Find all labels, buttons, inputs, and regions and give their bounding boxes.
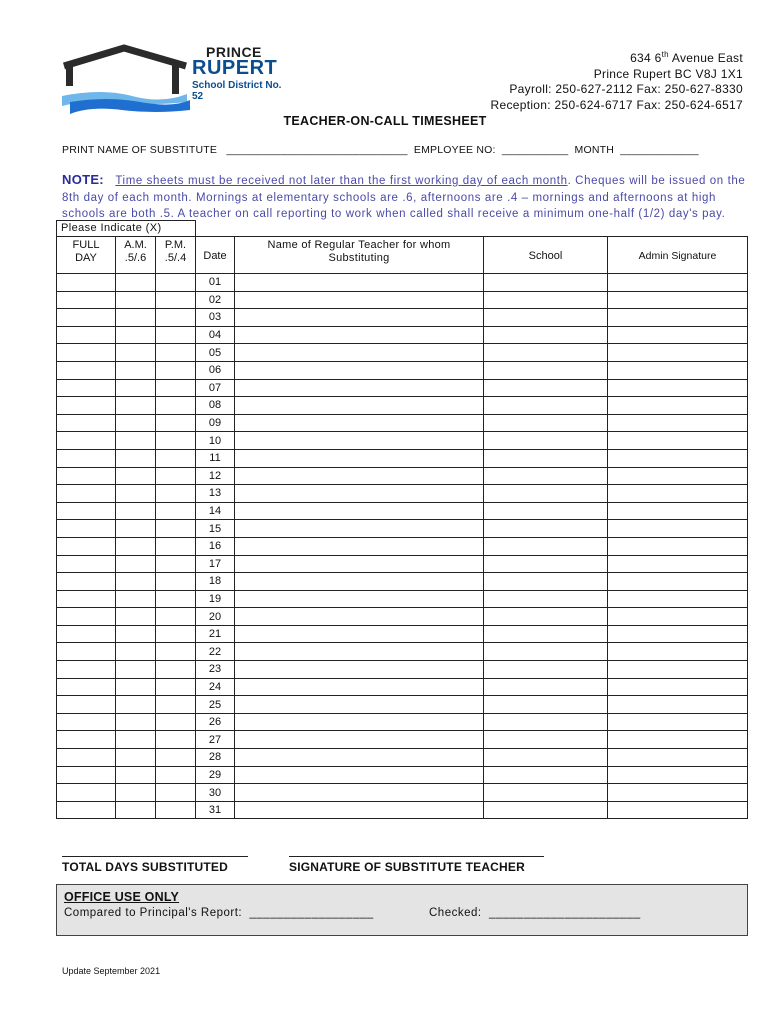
teacher-cell[interactable] bbox=[235, 449, 484, 467]
table-row bbox=[57, 766, 748, 784]
total-days-label: TOTAL DAYS SUBSTITUTED bbox=[62, 860, 228, 874]
pm-cell[interactable] bbox=[156, 397, 196, 415]
pm-cell[interactable] bbox=[156, 784, 196, 802]
school-cell[interactable] bbox=[484, 326, 608, 344]
teacher-cell[interactable] bbox=[235, 361, 484, 379]
school-cell[interactable] bbox=[484, 397, 608, 415]
note-paragraph bbox=[62, 172, 748, 223]
table-row bbox=[57, 467, 748, 485]
table-row bbox=[57, 661, 748, 679]
table-row bbox=[57, 731, 748, 749]
admin-signature-cell[interactable] bbox=[608, 397, 748, 415]
date-cell: 13 bbox=[196, 485, 235, 503]
teacher-cell[interactable] bbox=[235, 485, 484, 503]
school-cell[interactable] bbox=[484, 555, 608, 573]
am-cell[interactable] bbox=[116, 414, 156, 432]
teacher-cell[interactable] bbox=[235, 537, 484, 555]
full-day-cell[interactable] bbox=[57, 678, 116, 696]
school-cell[interactable] bbox=[484, 784, 608, 802]
admin-signature-cell[interactable] bbox=[608, 766, 748, 784]
teacher-cell[interactable] bbox=[235, 467, 484, 485]
pm-cell[interactable] bbox=[156, 502, 196, 520]
am-cell[interactable] bbox=[116, 590, 156, 608]
teacher-cell[interactable] bbox=[235, 713, 484, 731]
admin-signature-cell[interactable] bbox=[608, 573, 748, 591]
teacher-cell[interactable] bbox=[235, 397, 484, 415]
full-day-cell[interactable] bbox=[57, 379, 116, 397]
school-cell[interactable] bbox=[484, 449, 608, 467]
school-cell[interactable] bbox=[484, 467, 608, 485]
school-cell[interactable] bbox=[484, 432, 608, 450]
table-row bbox=[57, 449, 748, 467]
signature-label: SIGNATURE OF SUBSTITUTE TEACHER bbox=[289, 860, 525, 874]
header-full-day: FULL DAY bbox=[57, 237, 116, 274]
logo-prince: PRINCE bbox=[206, 44, 262, 60]
full-day-cell[interactable] bbox=[57, 485, 116, 503]
admin-signature-cell[interactable] bbox=[608, 449, 748, 467]
am-cell[interactable] bbox=[116, 344, 156, 362]
date-cell: 30 bbox=[196, 784, 235, 802]
table-row bbox=[57, 643, 748, 661]
admin-signature-cell[interactable] bbox=[608, 749, 748, 767]
timesheet-table bbox=[56, 236, 748, 819]
am-cell[interactable] bbox=[116, 467, 156, 485]
date-cell: 25 bbox=[196, 696, 235, 714]
pm-cell[interactable] bbox=[156, 414, 196, 432]
teacher-cell[interactable] bbox=[235, 555, 484, 573]
admin-signature-cell[interactable] bbox=[608, 291, 748, 309]
school-cell[interactable] bbox=[484, 274, 608, 292]
am-cell[interactable] bbox=[116, 766, 156, 784]
admin-signature-cell[interactable] bbox=[608, 485, 748, 503]
admin-signature-cell[interactable] bbox=[608, 502, 748, 520]
school-cell[interactable] bbox=[484, 485, 608, 503]
school-cell[interactable] bbox=[484, 414, 608, 432]
school-cell[interactable] bbox=[484, 309, 608, 327]
address-block bbox=[491, 47, 743, 113]
admin-signature-cell[interactable] bbox=[608, 731, 748, 749]
admin-signature-cell[interactable] bbox=[608, 713, 748, 731]
school-cell[interactable] bbox=[484, 661, 608, 679]
pm-cell[interactable] bbox=[156, 537, 196, 555]
full-day-cell[interactable] bbox=[57, 555, 116, 573]
school-cell[interactable] bbox=[484, 766, 608, 784]
office-use-title: OFFICE USE ONLY bbox=[64, 890, 180, 904]
table-row bbox=[57, 344, 748, 362]
teacher-cell[interactable] bbox=[235, 291, 484, 309]
date-cell: 15 bbox=[196, 520, 235, 538]
logo-house-icon bbox=[62, 44, 192, 114]
full-day-cell[interactable] bbox=[57, 291, 116, 309]
date-cell: 14 bbox=[196, 502, 235, 520]
am-cell[interactable] bbox=[116, 274, 156, 292]
full-day-cell[interactable] bbox=[57, 801, 116, 819]
admin-signature-cell[interactable] bbox=[608, 537, 748, 555]
school-cell[interactable] bbox=[484, 643, 608, 661]
pm-cell[interactable] bbox=[156, 309, 196, 327]
am-cell[interactable] bbox=[116, 309, 156, 327]
date-cell: 26 bbox=[196, 713, 235, 731]
date-cell: 01 bbox=[196, 274, 235, 292]
admin-signature-cell[interactable] bbox=[608, 696, 748, 714]
pm-cell[interactable] bbox=[156, 449, 196, 467]
pm-cell[interactable] bbox=[156, 678, 196, 696]
pm-cell[interactable] bbox=[156, 661, 196, 679]
full-day-cell[interactable] bbox=[57, 467, 116, 485]
teacher-cell[interactable] bbox=[235, 625, 484, 643]
date-cell: 29 bbox=[196, 766, 235, 784]
table-row bbox=[57, 784, 748, 802]
admin-signature-cell[interactable] bbox=[608, 414, 748, 432]
header-admin-signature: Admin Signature bbox=[608, 237, 748, 274]
teacher-cell[interactable] bbox=[235, 678, 484, 696]
table-row bbox=[57, 485, 748, 503]
checked-field[interactable]: Checked: ______________________ bbox=[429, 907, 641, 919]
am-cell[interactable] bbox=[116, 291, 156, 309]
school-cell[interactable] bbox=[484, 608, 608, 626]
pm-cell[interactable] bbox=[156, 326, 196, 344]
date-cell: 18 bbox=[196, 573, 235, 591]
teacher-cell[interactable] bbox=[235, 309, 484, 327]
full-day-cell[interactable] bbox=[57, 661, 116, 679]
full-day-cell[interactable] bbox=[57, 537, 116, 555]
table-row bbox=[57, 291, 748, 309]
full-day-cell[interactable] bbox=[57, 361, 116, 379]
full-day-cell[interactable] bbox=[57, 590, 116, 608]
teacher-cell[interactable] bbox=[235, 379, 484, 397]
pm-cell[interactable] bbox=[156, 555, 196, 573]
table-row bbox=[57, 537, 748, 555]
logo-rupert: RUPERT bbox=[192, 57, 278, 79]
pm-cell[interactable] bbox=[156, 520, 196, 538]
am-cell[interactable] bbox=[116, 731, 156, 749]
pm-cell[interactable] bbox=[156, 485, 196, 503]
table-row bbox=[57, 678, 748, 696]
school-cell[interactable] bbox=[484, 379, 608, 397]
pm-cell[interactable] bbox=[156, 573, 196, 591]
teacher-cell[interactable] bbox=[235, 520, 484, 538]
teacher-cell[interactable] bbox=[235, 590, 484, 608]
date-cell: 11 bbox=[196, 449, 235, 467]
school-cell[interactable] bbox=[484, 537, 608, 555]
pm-cell[interactable] bbox=[156, 731, 196, 749]
address-city: Prince Rupert BC V8J 1X1 bbox=[593, 66, 743, 81]
table-row bbox=[57, 397, 748, 415]
date-cell: 21 bbox=[196, 625, 235, 643]
teacher-cell[interactable] bbox=[235, 344, 484, 362]
am-cell[interactable] bbox=[116, 749, 156, 767]
admin-signature-cell[interactable] bbox=[608, 361, 748, 379]
admin-signature-cell[interactable] bbox=[608, 590, 748, 608]
teacher-cell[interactable] bbox=[235, 414, 484, 432]
admin-signature-cell[interactable] bbox=[608, 784, 748, 802]
am-cell[interactable] bbox=[116, 573, 156, 591]
admin-signature-cell[interactable] bbox=[608, 678, 748, 696]
full-day-cell[interactable] bbox=[57, 344, 116, 362]
teacher-cell[interactable] bbox=[235, 696, 484, 714]
full-day-cell[interactable] bbox=[57, 414, 116, 432]
table-row bbox=[57, 274, 748, 292]
date-cell: 20 bbox=[196, 608, 235, 626]
table-row bbox=[57, 432, 748, 450]
header-school: School bbox=[484, 237, 608, 274]
total-days-line[interactable] bbox=[62, 856, 248, 857]
admin-signature-cell[interactable] bbox=[608, 661, 748, 679]
table-row bbox=[57, 520, 748, 538]
header-am: A.M. .5/.6 bbox=[116, 237, 156, 274]
am-cell[interactable] bbox=[116, 397, 156, 415]
full-day-cell[interactable] bbox=[57, 731, 116, 749]
am-cell[interactable] bbox=[116, 520, 156, 538]
full-day-cell[interactable] bbox=[57, 502, 116, 520]
table-row bbox=[57, 361, 748, 379]
date-cell: 23 bbox=[196, 661, 235, 679]
am-cell[interactable] bbox=[116, 608, 156, 626]
pm-cell[interactable] bbox=[156, 801, 196, 819]
date-cell: 19 bbox=[196, 590, 235, 608]
full-day-cell[interactable] bbox=[57, 608, 116, 626]
pm-cell[interactable] bbox=[156, 361, 196, 379]
table-row bbox=[57, 379, 748, 397]
school-cell[interactable] bbox=[484, 502, 608, 520]
admin-signature-cell[interactable] bbox=[608, 432, 748, 450]
table-row bbox=[57, 309, 748, 327]
am-cell[interactable] bbox=[116, 379, 156, 397]
pm-cell[interactable] bbox=[156, 590, 196, 608]
am-cell[interactable] bbox=[116, 696, 156, 714]
full-day-cell[interactable] bbox=[57, 643, 116, 661]
table-row bbox=[57, 696, 748, 714]
teacher-cell[interactable] bbox=[235, 661, 484, 679]
date-cell: 27 bbox=[196, 731, 235, 749]
am-cell[interactable] bbox=[116, 485, 156, 503]
date-cell: 17 bbox=[196, 555, 235, 573]
full-day-cell[interactable] bbox=[57, 749, 116, 767]
full-day-cell[interactable] bbox=[57, 432, 116, 450]
full-day-cell[interactable] bbox=[57, 784, 116, 802]
address-reception: Reception: 250-624-6717 Fax: 250-624-6517 bbox=[490, 97, 743, 112]
date-cell: 10 bbox=[196, 432, 235, 450]
full-day-cell[interactable] bbox=[57, 696, 116, 714]
school-cell[interactable] bbox=[484, 520, 608, 538]
full-day-cell[interactable] bbox=[57, 397, 116, 415]
school-cell[interactable] bbox=[484, 291, 608, 309]
date-cell: 07 bbox=[196, 379, 235, 397]
page-title: TEACHER-ON-CALL TIMESHEET bbox=[283, 114, 487, 128]
school-cell[interactable] bbox=[484, 696, 608, 714]
table-row bbox=[57, 573, 748, 591]
pm-cell[interactable] bbox=[156, 696, 196, 714]
admin-signature-cell[interactable] bbox=[608, 309, 748, 327]
teacher-cell[interactable] bbox=[235, 502, 484, 520]
teacher-cell[interactable] bbox=[235, 731, 484, 749]
teacher-cell[interactable] bbox=[235, 643, 484, 661]
date-cell: 16 bbox=[196, 537, 235, 555]
compared-field[interactable]: Compared to Principal's Report: __________________ bbox=[64, 907, 374, 919]
am-cell[interactable] bbox=[116, 361, 156, 379]
school-cell[interactable] bbox=[484, 573, 608, 591]
please-indicate-label: Please Indicate (X) bbox=[56, 220, 196, 236]
table-row bbox=[57, 326, 748, 344]
pm-cell[interactable] bbox=[156, 766, 196, 784]
logo-district: School District No. 52 bbox=[192, 80, 282, 102]
teacher-cell[interactable] bbox=[235, 274, 484, 292]
table-row bbox=[57, 625, 748, 643]
note-deadline: Time sheets must be received not later than the first working day of each month bbox=[115, 175, 568, 187]
am-cell[interactable] bbox=[116, 678, 156, 696]
am-cell[interactable] bbox=[116, 326, 156, 344]
am-cell[interactable] bbox=[116, 449, 156, 467]
pm-cell[interactable] bbox=[156, 379, 196, 397]
am-cell[interactable] bbox=[116, 537, 156, 555]
pm-cell[interactable] bbox=[156, 274, 196, 292]
school-cell[interactable] bbox=[484, 344, 608, 362]
admin-signature-cell[interactable] bbox=[608, 801, 748, 819]
am-cell[interactable] bbox=[116, 643, 156, 661]
teacher-cell[interactable] bbox=[235, 801, 484, 819]
admin-signature-cell[interactable] bbox=[608, 643, 748, 661]
substitute-info-line[interactable]: PRINT NAME OF SUBSTITUTE ______________________________ EMPLOYEE NO: ___________ MONTH _____________ bbox=[62, 144, 699, 156]
school-cell[interactable] bbox=[484, 361, 608, 379]
full-day-cell[interactable] bbox=[57, 449, 116, 467]
admin-signature-cell[interactable] bbox=[608, 379, 748, 397]
pm-cell[interactable] bbox=[156, 291, 196, 309]
header-pm: P.M. .5/.4 bbox=[156, 237, 196, 274]
teacher-cell[interactable] bbox=[235, 573, 484, 591]
table-row bbox=[57, 590, 748, 608]
office-use-box bbox=[56, 884, 748, 936]
date-cell: 22 bbox=[196, 643, 235, 661]
table-row bbox=[57, 414, 748, 432]
am-cell[interactable] bbox=[116, 784, 156, 802]
admin-signature-cell[interactable] bbox=[608, 326, 748, 344]
admin-signature-cell[interactable] bbox=[608, 274, 748, 292]
table-row bbox=[57, 608, 748, 626]
table-row bbox=[57, 713, 748, 731]
am-cell[interactable] bbox=[116, 502, 156, 520]
admin-signature-cell[interactable] bbox=[608, 608, 748, 626]
date-cell: 24 bbox=[196, 678, 235, 696]
signature-line[interactable] bbox=[289, 856, 544, 857]
address-street: 634 6th Avenue East bbox=[630, 50, 743, 65]
admin-signature-cell[interactable] bbox=[608, 625, 748, 643]
table-row bbox=[57, 555, 748, 573]
date-cell: 06 bbox=[196, 361, 235, 379]
teacher-cell[interactable] bbox=[235, 766, 484, 784]
district-logo bbox=[62, 44, 292, 114]
full-day-cell[interactable] bbox=[57, 274, 116, 292]
admin-signature-cell[interactable] bbox=[608, 555, 748, 573]
full-day-cell[interactable] bbox=[57, 625, 116, 643]
date-cell: 08 bbox=[196, 397, 235, 415]
am-cell[interactable] bbox=[116, 432, 156, 450]
am-cell[interactable] bbox=[116, 555, 156, 573]
pm-cell[interactable] bbox=[156, 608, 196, 626]
teacher-cell[interactable] bbox=[235, 326, 484, 344]
date-cell: 04 bbox=[196, 326, 235, 344]
school-cell[interactable] bbox=[484, 590, 608, 608]
teacher-cell[interactable] bbox=[235, 784, 484, 802]
date-cell: 03 bbox=[196, 309, 235, 327]
admin-signature-cell[interactable] bbox=[608, 467, 748, 485]
pm-cell[interactable] bbox=[156, 344, 196, 362]
school-cell[interactable] bbox=[484, 625, 608, 643]
date-cell: 02 bbox=[196, 291, 235, 309]
date-cell: 31 bbox=[196, 801, 235, 819]
school-cell[interactable] bbox=[484, 801, 608, 819]
admin-signature-cell[interactable] bbox=[608, 344, 748, 362]
school-cell[interactable] bbox=[484, 713, 608, 731]
table-row bbox=[57, 502, 748, 520]
pm-cell[interactable] bbox=[156, 467, 196, 485]
full-day-cell[interactable] bbox=[57, 713, 116, 731]
pm-cell[interactable] bbox=[156, 432, 196, 450]
full-day-cell[interactable] bbox=[57, 520, 116, 538]
am-cell[interactable] bbox=[116, 661, 156, 679]
header-teacher: Name of Regular Teacher for whom Substituting bbox=[235, 237, 484, 274]
am-cell[interactable] bbox=[116, 801, 156, 819]
table-row bbox=[57, 801, 748, 819]
school-cell[interactable] bbox=[484, 731, 608, 749]
school-cell[interactable] bbox=[484, 749, 608, 767]
note-label: NOTE: bbox=[62, 172, 104, 187]
school-cell[interactable] bbox=[484, 678, 608, 696]
address-payroll: Payroll: 250-627-2112 Fax: 250-627-8330 bbox=[509, 82, 743, 96]
teacher-cell[interactable] bbox=[235, 608, 484, 626]
pm-cell[interactable] bbox=[156, 625, 196, 643]
am-cell[interactable] bbox=[116, 625, 156, 643]
am-cell[interactable] bbox=[116, 713, 156, 731]
full-day-cell[interactable] bbox=[57, 326, 116, 344]
table-row bbox=[57, 749, 748, 767]
teacher-cell[interactable] bbox=[235, 432, 484, 450]
teacher-cell[interactable] bbox=[235, 749, 484, 767]
full-day-cell[interactable] bbox=[57, 573, 116, 591]
admin-signature-cell[interactable] bbox=[608, 520, 748, 538]
date-cell: 12 bbox=[196, 467, 235, 485]
table-header-row bbox=[57, 237, 748, 274]
full-day-cell[interactable] bbox=[57, 766, 116, 784]
footer-update: Update September 2021 bbox=[62, 966, 161, 976]
pm-cell[interactable] bbox=[156, 749, 196, 767]
date-cell: 09 bbox=[196, 414, 235, 432]
date-cell: 28 bbox=[196, 749, 235, 767]
pm-cell[interactable] bbox=[156, 643, 196, 661]
full-day-cell[interactable] bbox=[57, 309, 116, 327]
date-cell: 05 bbox=[196, 344, 235, 362]
note-text: . Cheques will be issued on the 8th day of each month. Mornings at elementary schools are .6, afternoons are .4 – mornings and afternoons at high schools are both .5. A teacher on call reporting to work when called shall receive a minimum one-half (1/2) day's pay. bbox=[62, 175, 746, 220]
header-date: Date bbox=[196, 237, 235, 274]
pm-cell[interactable] bbox=[156, 713, 196, 731]
